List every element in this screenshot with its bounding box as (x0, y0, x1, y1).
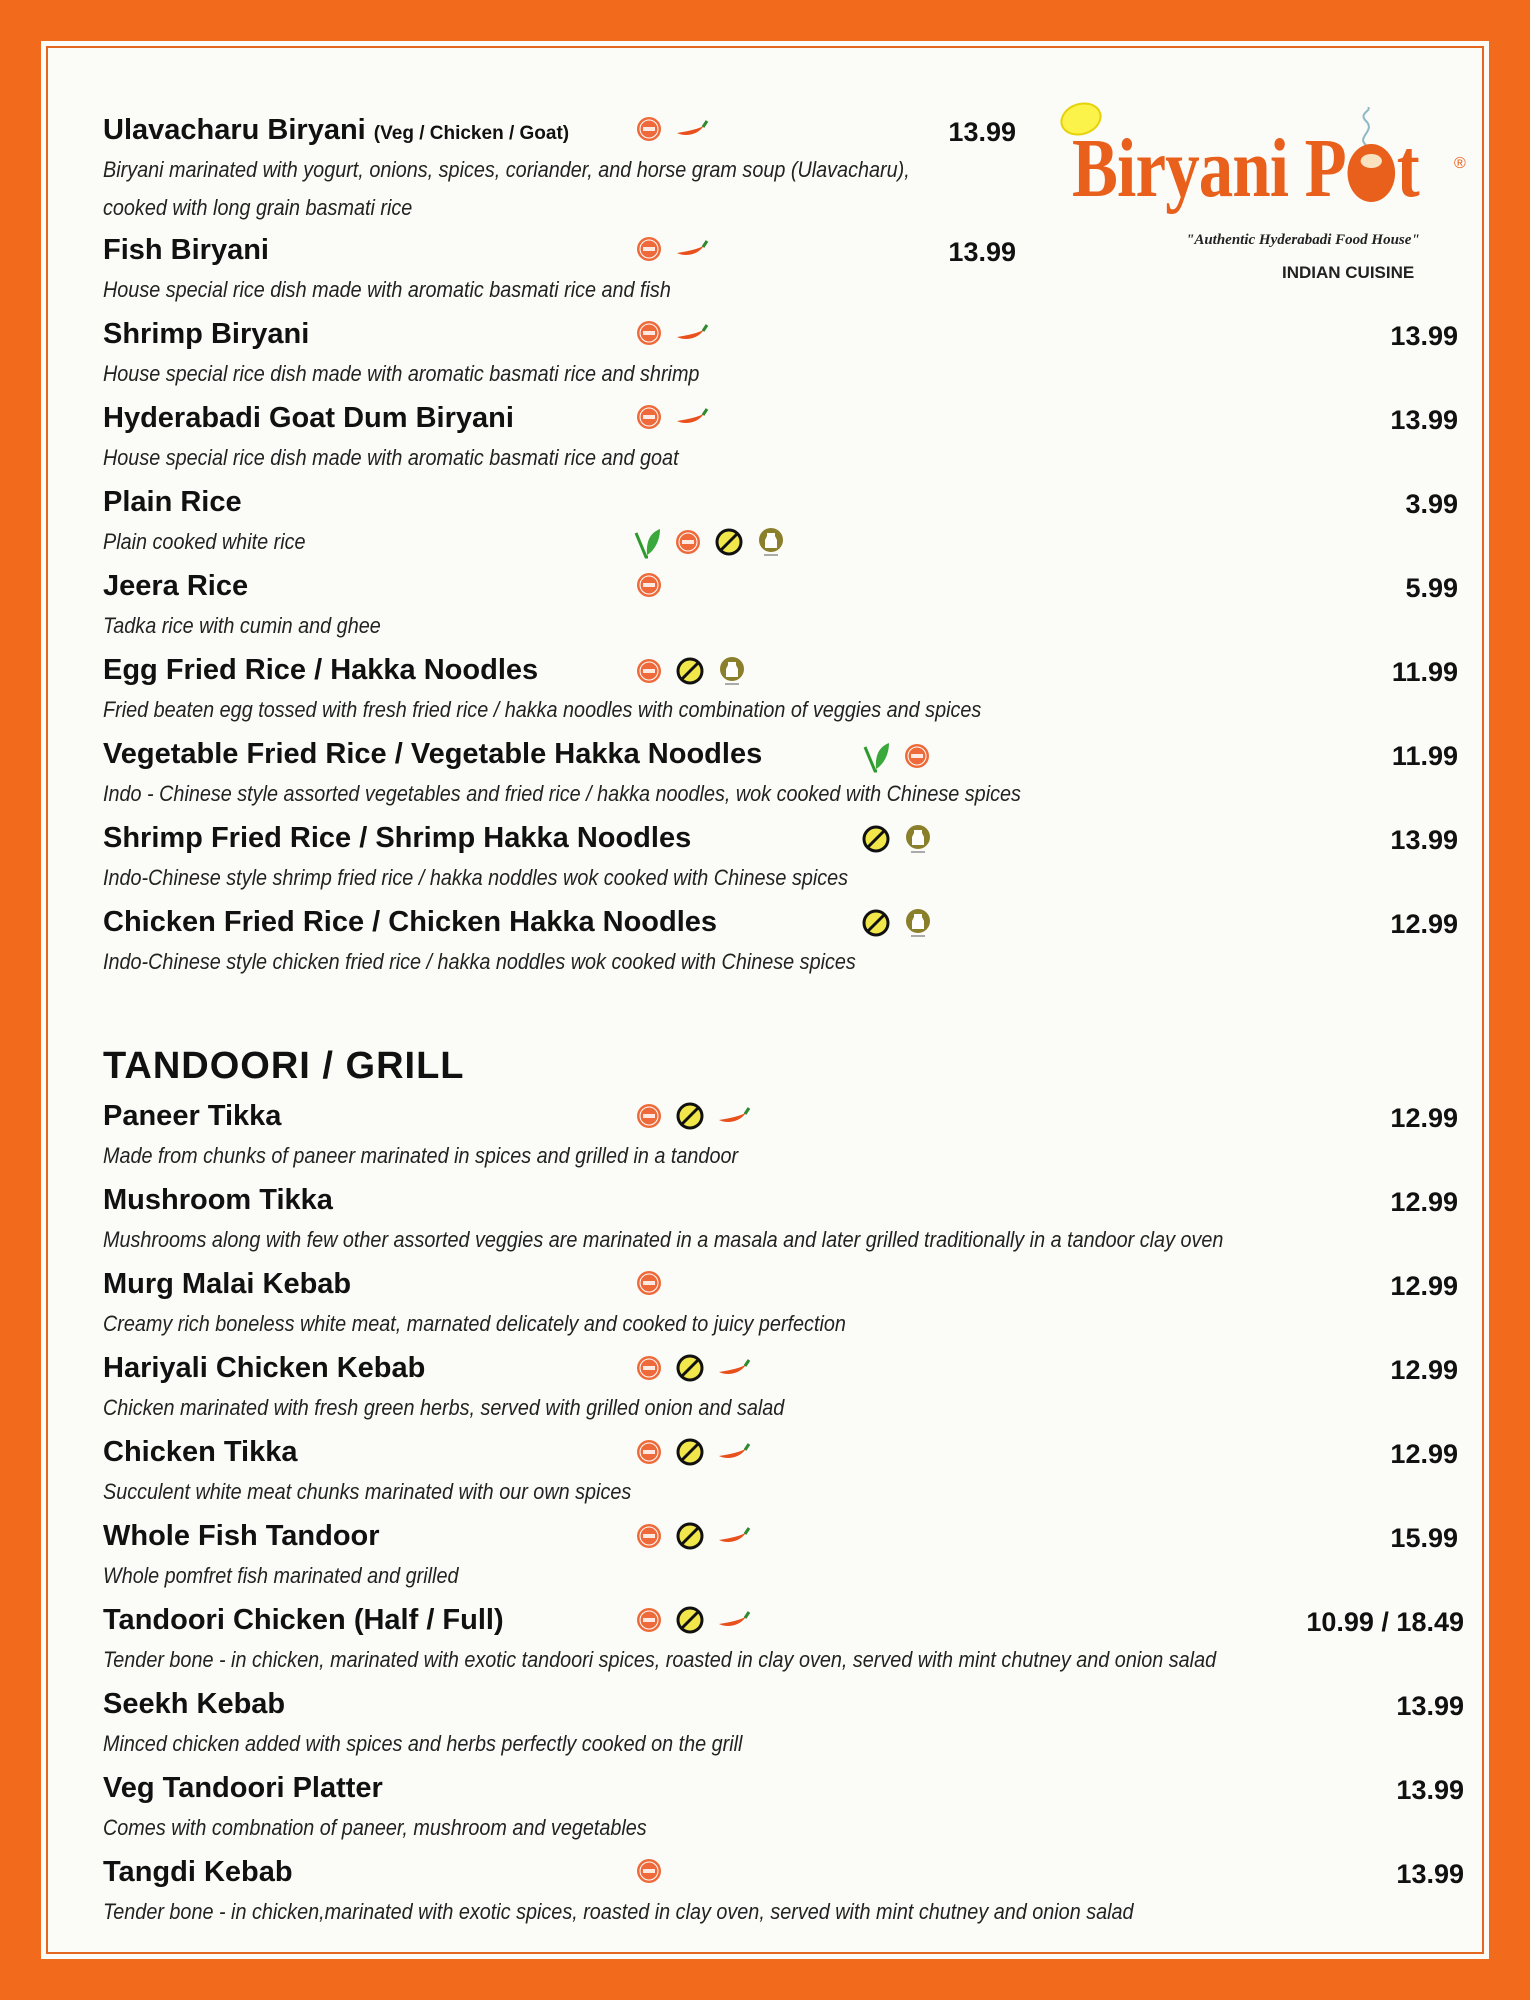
spicy-chili-icon (717, 1526, 751, 1546)
item-name-text: Ulavacharu Biryani (103, 114, 366, 146)
dietary-icons (635, 115, 721, 149)
dairy-free-icon (903, 907, 933, 939)
dairy-free-icon (717, 655, 747, 687)
item-price: 5.99 (1405, 573, 1458, 603)
spicy-chili-icon (717, 1610, 751, 1630)
item-price: 13.99 (1390, 825, 1458, 855)
item-description: Minced chicken added with spices and herbs perfectly cooked on the grill (103, 1731, 743, 1756)
dairy-free-icon (756, 526, 786, 558)
item-name (103, 1687, 285, 1721)
item-name (103, 1267, 351, 1301)
dietary-icons (635, 1437, 763, 1471)
item-price: 13.99 (1390, 321, 1458, 351)
item-description: Chicken marinated with fresh green herbs, served with grilled onion and salad (103, 1395, 785, 1420)
item-price: 13.99 (1396, 1691, 1464, 1721)
dietary-icons (632, 525, 798, 559)
gluten-free-icon (635, 1857, 663, 1885)
gluten-free-icon (635, 1522, 663, 1550)
dairy-free-icon (903, 823, 933, 855)
item-name-text: Paneer Tikka (103, 1100, 282, 1132)
gluten-free-icon (635, 403, 663, 431)
spicy-chili-icon (675, 407, 709, 427)
item-name (103, 569, 248, 603)
item-name-text: Chicken Tikka (103, 1436, 298, 1468)
dietary-icons (635, 1101, 763, 1135)
dietary-icons (635, 571, 675, 605)
item-name-text: Murg Malai Kebab (103, 1268, 352, 1300)
item-price: 15.99 (1390, 1523, 1458, 1553)
dietary-icons (635, 1521, 763, 1555)
item-name (103, 1435, 298, 1469)
brand-cuisine: INDIAN CUISINE (1282, 263, 1415, 282)
item-description: Indo-Chinese style chicken fried rice / hakka noddles wok cooked with Chinese spices (103, 949, 856, 974)
spicy-chili-icon (717, 1358, 751, 1378)
item-name (103, 233, 269, 267)
gluten-free-icon (635, 1606, 663, 1634)
gluten-free-icon (635, 235, 663, 263)
item-name-text: Seekh Kebab (103, 1688, 286, 1720)
item-description-line2: cooked with long grain basmati rice (103, 195, 413, 220)
dietary-icons (635, 403, 721, 437)
gluten-free-icon (635, 115, 663, 143)
item-description: House special rice dish made with aromatic basmati rice and goat (103, 445, 679, 470)
item-name-note: (Veg / Chicken / Goat) (373, 123, 570, 144)
gluten-free-icon (674, 528, 702, 556)
item-description: Fried beaten egg tossed with fresh fried rice / hakka noodles with combination of veggies and spices (103, 697, 982, 722)
item-price: 11.99 (1391, 657, 1458, 687)
dietary-icons (635, 1605, 763, 1639)
item-description: Mushrooms along with few other assorted veggies are marinated in a masala and later grilled traditionally in a tandoor clay oven (103, 1227, 1224, 1252)
item-name-text: Jeera Rice (103, 570, 249, 602)
nut-free-icon (861, 824, 891, 854)
item-description: Succulent white meat chunks marinated with our own spices (103, 1479, 632, 1504)
item-name (103, 113, 569, 151)
item-name-text: Fish Biryani (103, 234, 269, 266)
nut-free-icon (675, 1521, 705, 1551)
item-price: 12.99 (1390, 1271, 1458, 1301)
item-price: 11.99 (1391, 741, 1458, 771)
item-description: Indo - Chinese style assorted vegetables and fried rice / hakka noodles, wok cooked with Chinese spices (103, 781, 1021, 806)
item-description: House special rice dish made with aromatic basmati rice and fish (103, 277, 671, 302)
item-name-text: Tangdi Kebab (103, 1856, 293, 1888)
nut-free-icon (675, 1605, 705, 1635)
nut-free-icon (675, 656, 705, 686)
item-description: Indo-Chinese style shrimp fried rice / hakka noddles wok cooked with Chinese spices (103, 865, 849, 890)
vegan-leaf-icon (632, 525, 662, 559)
item-price: 13.99 (948, 237, 1016, 267)
item-name-text: Tandoori Chicken (Half / Full) (103, 1604, 504, 1636)
nut-free-icon (675, 1101, 705, 1131)
item-description: Plain cooked white rice (103, 529, 306, 554)
item-description: Tender bone - in chicken,marinated with exotic spices, roasted in clay oven, served with mint chutney and onion salad (103, 1899, 1134, 1924)
brand-logo (1046, 71, 1496, 281)
nut-free-icon (714, 527, 744, 557)
item-name (103, 401, 514, 435)
item-name-text: Chicken Fried Rice / Chicken Hakka Noodles (103, 906, 718, 938)
dietary-icons (635, 1269, 675, 1303)
item-name (103, 653, 538, 687)
item-price: 12.99 (1390, 1355, 1458, 1385)
item-name-text: Shrimp Fried Rice / Shrimp Hakka Noodles (103, 822, 692, 854)
item-name (103, 485, 242, 519)
item-name-text: Veg Tandoori Platter (103, 1772, 383, 1804)
spicy-chili-icon (717, 1106, 751, 1126)
section-title-tandoori: TANDOORI / GRILL (103, 1045, 465, 1087)
dietary-icons (861, 823, 945, 857)
item-description: Tender bone - in chicken, marinated with exotic tandoori spices, roasted in clay oven, served with mint chutney and onion salad (103, 1647, 1217, 1672)
pot-icon (1348, 144, 1396, 202)
item-name-text: Mushroom Tikka (103, 1184, 333, 1216)
vegan-leaf-icon (861, 739, 891, 773)
spicy-chili-icon (675, 239, 709, 259)
menu-page (41, 41, 1489, 1959)
gluten-free-icon (635, 1438, 663, 1466)
item-price: 13.99 (1396, 1859, 1464, 1889)
item-name (103, 737, 762, 771)
brand-tagline: "Authentic Hyderabadi Food House" (1186, 232, 1420, 248)
dietary-icons (635, 235, 721, 269)
item-name-text: Plain Rice (103, 486, 242, 518)
dietary-icons (861, 907, 945, 941)
item-price: 12.99 (1390, 1439, 1458, 1469)
brand-name-part2: t (1396, 122, 1419, 215)
spicy-chili-icon (717, 1442, 751, 1462)
item-price: 10.99 / 18.49 (1306, 1607, 1464, 1637)
item-price: 13.99 (1390, 405, 1458, 435)
item-description: Biryani marinated with yogurt, onions, spices, coriander, and horse gram soup (Ulavacharu), (103, 157, 910, 182)
item-name-text: Hariyali Chicken Kebab (103, 1352, 426, 1384)
item-name (103, 317, 309, 351)
item-name (103, 821, 691, 855)
gluten-free-icon (635, 1354, 663, 1382)
nut-free-icon (861, 908, 891, 938)
item-name-text: Shrimp Biryani (103, 318, 310, 350)
nut-free-icon (675, 1437, 705, 1467)
item-name (103, 1603, 504, 1637)
dietary-icons (635, 1353, 763, 1387)
gluten-free-icon (635, 1269, 663, 1297)
item-price: 12.99 (1390, 909, 1458, 939)
item-name (103, 1351, 425, 1385)
item-price: 13.99 (1396, 1775, 1464, 1805)
brand-name (1072, 122, 1419, 215)
nut-free-icon (675, 1353, 705, 1383)
item-name (103, 1771, 383, 1805)
dietary-icons (635, 319, 721, 353)
spicy-chili-icon (675, 323, 709, 343)
item-description: Tadka rice with cumin and ghee (103, 613, 381, 638)
item-price: 12.99 (1390, 1187, 1458, 1217)
item-name-text: Egg Fried Rice / Hakka Noodles (103, 654, 539, 686)
dietary-icons (861, 739, 943, 773)
item-name (103, 1519, 380, 1553)
item-price: 3.99 (1405, 489, 1458, 519)
registered-mark: ® (1454, 155, 1466, 172)
item-description: Whole pomfret fish marinated and grilled (103, 1563, 459, 1588)
item-description: Made from chunks of paneer marinated in spices and grilled in a tandoor (103, 1143, 739, 1168)
gluten-free-icon (635, 1102, 663, 1130)
item-name (103, 1183, 333, 1217)
item-price: 12.99 (1390, 1103, 1458, 1133)
gluten-free-icon (635, 657, 663, 685)
spicy-chili-icon (675, 119, 709, 139)
gluten-free-icon (635, 319, 663, 347)
item-description: Comes with combnation of paneer, mushroom and vegetables (103, 1815, 647, 1840)
item-name (103, 1855, 293, 1889)
gluten-free-icon (903, 742, 931, 770)
item-name-text: Whole Fish Tandoor (103, 1520, 380, 1552)
gluten-free-icon (635, 571, 663, 599)
dietary-icons (635, 1857, 675, 1891)
item-name (103, 1099, 281, 1133)
item-description: House special rice dish made with aromatic basmati rice and shrimp (103, 361, 700, 386)
brand-name-part1: Biryani P (1072, 122, 1346, 215)
item-name-text: Vegetable Fried Rice / Vegetable Hakka Noodles (103, 738, 763, 770)
item-description: Creamy rich boneless white meat, marnated delicately and cooked to juicy perfection (103, 1311, 846, 1336)
item-name (103, 905, 717, 939)
item-price: 13.99 (948, 117, 1016, 147)
item-name-text: Hyderabadi Goat Dum Biryani (103, 402, 514, 434)
dietary-icons (635, 655, 759, 689)
